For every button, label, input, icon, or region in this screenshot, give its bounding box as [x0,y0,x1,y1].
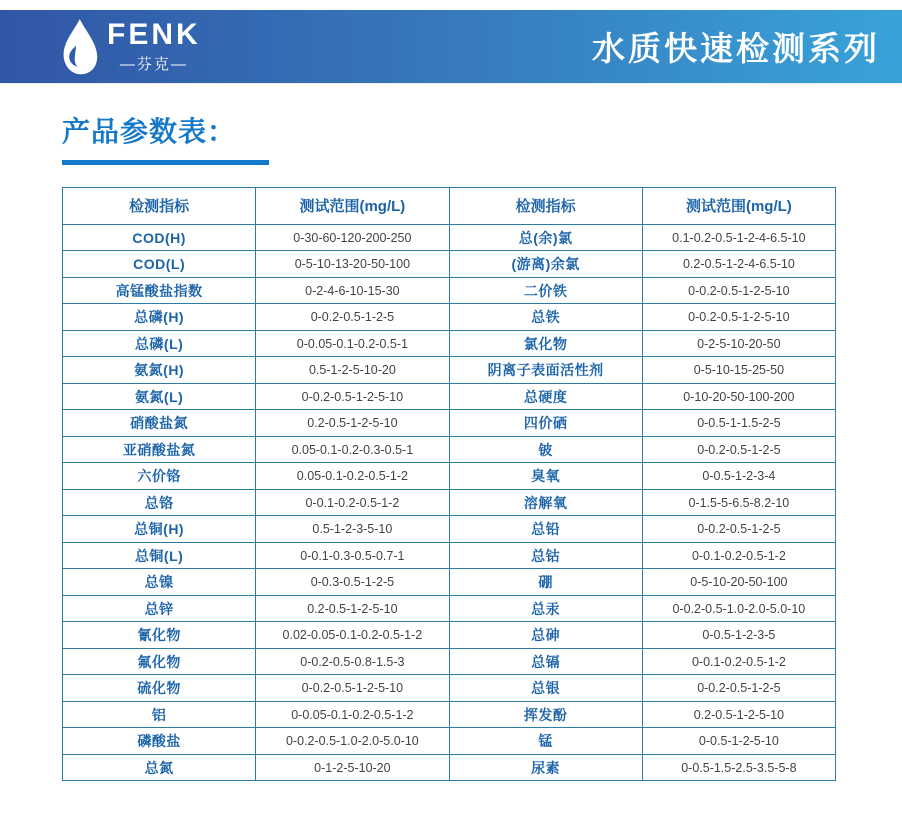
range-cell: 0-5-10-20-50-100 [642,569,835,596]
range-cell: 0-0.2-0.5-1-2-5-10 [642,277,835,304]
brand-subtitle: —芬克— [119,55,188,73]
range-cell: 0-0.1-0.2-0.5-1-2 [642,542,835,569]
range-cell: 0-0.5-1-2-5-10 [642,728,835,755]
indicator-cell: 总铁 [449,304,642,331]
range-cell: 0-0.5-1-2-3-5 [642,622,835,649]
indicator-cell: 总砷 [449,622,642,649]
indicator-cell: 总银 [449,675,642,702]
header-row [63,187,836,224]
indicator-cell: 挥发酚 [449,701,642,728]
range-cell: 0.5-1-2-5-10-20 [256,357,449,384]
indicator-cell: 总硬度 [449,383,642,410]
range-cell: 0-0.1-0.3-0.5-0.7-1 [256,542,449,569]
indicator-cell: 磷酸盐 [63,728,256,755]
table-row [63,251,836,278]
range-cell: 0-30-60-120-200-250 [256,224,449,251]
indicator-cell: 氨氮(H) [63,357,256,384]
table-body [63,224,836,781]
indicator-cell: 总钴 [449,542,642,569]
range-cell: 0-5-10-13-20-50-100 [256,251,449,278]
table-row [63,436,836,463]
range-cell: 0-0.2-0.5-1-2-5 [642,436,835,463]
indicator-cell: 氯化物 [449,330,642,357]
table-row [63,410,836,437]
range-cell: 0.5-1-2-3-5-10 [256,516,449,543]
table-row [63,675,836,702]
parameters-table [62,187,836,782]
range-cell: 0-0.2-0.5-1.0-2.0-5.0-10 [642,595,835,622]
range-cell: 0.02-0.05-0.1-0.2-0.5-1-2 [256,622,449,649]
range-cell: 0-0.2-0.5-1-2-5-10 [256,675,449,702]
table-row [63,701,836,728]
indicator-cell: 硝酸盐氮 [63,410,256,437]
indicator-cell: 总汞 [449,595,642,622]
range-cell: 0-0.2-0.5-1-2-5-10 [642,304,835,331]
range-cell: 0.2-0.5-1-2-5-10 [256,410,449,437]
table-row [63,516,836,543]
indicator-cell: 总(余)氯 [449,224,642,251]
range-cell: 0-10-20-50-100-200 [642,383,835,410]
range-cell: 0-0.2-0.5-1-2-5 [256,304,449,331]
range-cell: 0-0.5-1-2-3-4 [642,463,835,490]
table-row [63,728,836,755]
indicator-cell: 四价硒 [449,410,642,437]
indicator-cell: 尿素 [449,754,642,781]
range-cell: 0-0.05-0.1-0.2-0.5-1 [256,330,449,357]
brand-logo [58,18,201,76]
indicator-cell: 亚硝酸盐氮 [63,436,256,463]
indicator-cell: 六价铬 [63,463,256,490]
range-cell: 0-0.1-0.2-0.5-1-2 [256,489,449,516]
table-row [63,277,836,304]
header-banner [0,10,902,84]
indicator-cell: 氟化物 [63,648,256,675]
indicator-cell: 锰 [449,728,642,755]
table-row [63,622,836,649]
indicator-cell: 总磷(L) [63,330,256,357]
range-cell: 0-0.1-0.2-0.5-1-2 [642,648,835,675]
range-cell: 0-1.5-5-6.5-8.2-10 [642,489,835,516]
indicator-cell: 硼 [449,569,642,596]
indicator-cell: 高锰酸盐指数 [63,277,256,304]
range-cell: 0-0.2-0.5-0.8-1.5-3 [256,648,449,675]
indicator-cell: (游离)余氯 [449,251,642,278]
indicator-cell: 总镉 [449,648,642,675]
table-row [63,224,836,251]
indicator-cell: 总铬 [63,489,256,516]
indicator-cell: 阴离子表面活性剂 [449,357,642,384]
indicator-cell: 铍 [449,436,642,463]
indicator-cell: COD(L) [63,251,256,278]
range-cell: 0-0.05-0.1-0.2-0.5-1-2 [256,701,449,728]
table-row [63,304,836,331]
brand-name: FENK [107,18,201,52]
table-row [63,569,836,596]
main-content [62,117,836,781]
indicator-cell: 总铅 [449,516,642,543]
indicator-cell: 总磷(H) [63,304,256,331]
range-cell: 0-1-2-5-10-20 [256,754,449,781]
range-cell: 0-0.5-1-1.5-2-5 [642,410,835,437]
range-cell: 0-0.2-0.5-1-2-5 [642,675,835,702]
range-cell: 0-0.2-0.5-1.0-2.0-5.0-10 [256,728,449,755]
range-cell: 0.05-0.1-0.2-0.3-0.5-1 [256,436,449,463]
table-row [63,383,836,410]
range-cell: 0-0.2-0.5-1-2-5 [642,516,835,543]
range-cell: 0-0.5-1.5-2.5-3.5-5-8 [642,754,835,781]
indicator-cell: 总锌 [63,595,256,622]
brand-text [107,19,201,74]
range-cell: 0-2-4-6-10-15-30 [256,277,449,304]
col-header-range-1: 测试范围(mg/L) [256,187,449,224]
table-row [63,463,836,490]
range-cell: 0.2-0.5-1-2-5-10 [256,595,449,622]
col-header-indicator-1: 检测指标 [63,187,256,224]
table-row [63,595,836,622]
range-cell: 0-0.3-0.5-1-2-5 [256,569,449,596]
flame-icon [58,18,100,76]
indicator-cell: 氨氮(L) [63,383,256,410]
series-title: 水质快速检测系列 [592,30,880,67]
table-header [63,187,836,224]
indicator-cell: 总铜(L) [63,542,256,569]
indicator-cell: 铝 [63,701,256,728]
table-row [63,542,836,569]
table-row [63,330,836,357]
title-underline [62,160,269,165]
range-cell: 0-0.2-0.5-1-2-5-10 [256,383,449,410]
indicator-cell: 氰化物 [63,622,256,649]
indicator-cell: 总氮 [63,754,256,781]
indicator-cell: 总镍 [63,569,256,596]
range-cell: 0.2-0.5-1-2-4-6.5-10 [642,251,835,278]
table-row [63,754,836,781]
range-cell: 0-2-5-10-20-50 [642,330,835,357]
indicator-cell: 溶解氧 [449,489,642,516]
indicator-cell: 二价铁 [449,277,642,304]
col-header-range-2: 测试范围(mg/L) [642,187,835,224]
indicator-cell: 总铜(H) [63,516,256,543]
indicator-cell: 臭氧 [449,463,642,490]
range-cell: 0.1-0.2-0.5-1-2-4-6.5-10 [642,224,835,251]
table-row [63,648,836,675]
table-row [63,357,836,384]
col-header-indicator-2: 检测指标 [449,187,642,224]
page-title: 产品参数表： [62,116,237,147]
indicator-cell: COD(H) [63,224,256,251]
range-cell: 0-5-10-15-25-50 [642,357,835,384]
range-cell: 0.2-0.5-1-2-5-10 [642,701,835,728]
indicator-cell: 硫化物 [63,675,256,702]
range-cell: 0.05-0.1-0.2-0.5-1-2 [256,463,449,490]
table-row [63,489,836,516]
